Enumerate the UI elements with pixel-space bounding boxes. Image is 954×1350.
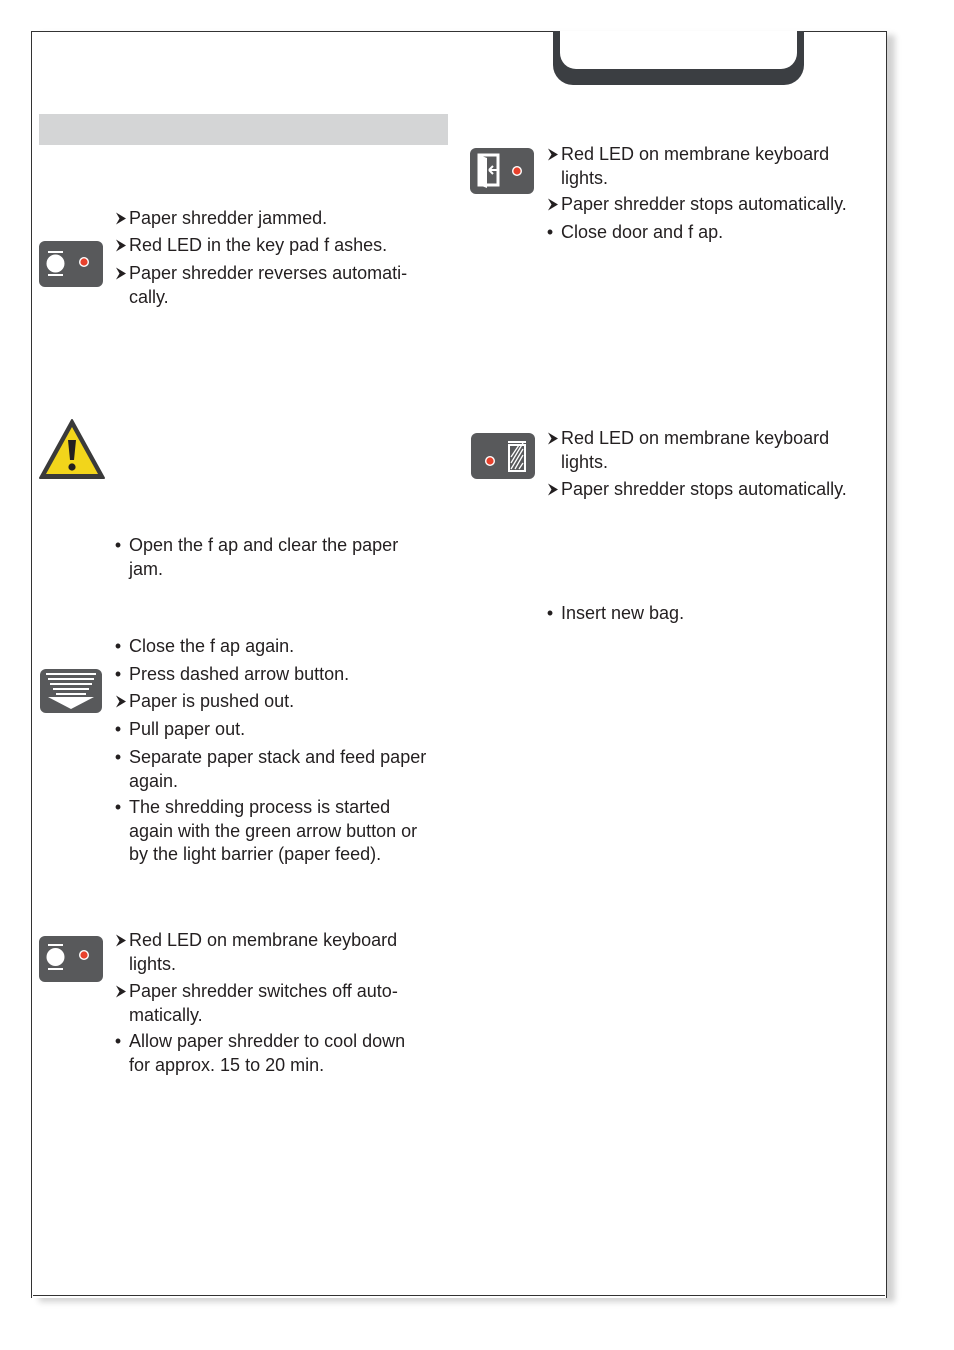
bullet-icon: • [114, 636, 122, 656]
instruction-text: by the light barrier (paper feed). [129, 844, 382, 864]
instruction-text: lights. [561, 451, 609, 472]
arrow-bullet-icon [115, 234, 128, 252]
instruction-text: Pull paper out. [129, 719, 246, 739]
arrow-bullet-icon [547, 478, 560, 496]
arrow-bullet-icon [115, 690, 128, 708]
instruction-text: jam. [129, 558, 164, 579]
instruction-text: again with the green arrow button or [129, 820, 418, 841]
instruction-text: Paper shredder reverses automati- [129, 263, 408, 283]
instruction-text: The shredding process is started [129, 797, 391, 817]
instruction-text: Close door and f ap. [561, 222, 724, 242]
instruction-text: Allow paper shredder to cool down [129, 1031, 406, 1051]
reverse-arrow-button-icon [40, 669, 102, 713]
instruction-text: lights. [129, 953, 177, 974]
instruction-text: Separate paper stack and feed paper [129, 747, 427, 767]
bullet-icon: • [114, 664, 122, 684]
arrow-bullet-icon [547, 143, 560, 161]
arrow-bullet-icon [547, 427, 560, 445]
instruction-text: Paper shredder stops automatically. [561, 479, 847, 499]
instruction-text: Close the f ap again. [129, 636, 295, 656]
arrow-bullet-icon [115, 207, 128, 225]
instruction-text: cally. [129, 286, 169, 307]
jam-keypad-icon [39, 241, 103, 287]
instruction-text: Paper shredder stops automatically. [561, 194, 847, 214]
instruction-text: matically. [129, 1004, 203, 1025]
header-tab-inner [560, 31, 797, 69]
bullet-icon: • [114, 747, 122, 767]
bag-full-keypad-icon [471, 433, 535, 479]
bottom-rule [33, 1295, 885, 1296]
instruction-text: Open the f ap and clear the paper [129, 535, 399, 555]
instruction-text: Red LED on membrane keyboard [561, 428, 830, 448]
instruction-text: Red LED on membrane keyboard [129, 930, 398, 950]
instruction-text: Insert new bag. [561, 603, 685, 623]
arrow-bullet-icon [115, 262, 128, 280]
bullet-icon: • [114, 797, 122, 817]
arrow-bullet-icon [547, 193, 560, 211]
bullet-icon: • [114, 535, 122, 555]
bullet-icon: • [546, 222, 554, 242]
instruction-text: Press dashed arrow button. [129, 664, 350, 684]
section-heading-bar [39, 114, 448, 145]
bullet-icon: • [546, 603, 554, 623]
warning-icon [38, 418, 106, 485]
arrow-bullet-icon [115, 929, 128, 947]
instruction-text: Red LED in the key pad f ashes. [129, 235, 388, 255]
arrow-bullet-icon [115, 980, 128, 998]
bullet-icon: • [114, 719, 122, 739]
instruction-text: Red LED on membrane keyboard [561, 144, 830, 164]
instruction-text: again. [129, 770, 179, 791]
instruction-text: for approx. 15 to 20 min. [129, 1054, 325, 1075]
instruction-text: Paper shredder jammed. [129, 208, 328, 228]
instruction-text: Paper is pushed out. [129, 691, 295, 711]
overheat-keypad-icon [39, 936, 103, 982]
bullet-icon: • [114, 1031, 122, 1051]
instruction-text: lights. [561, 167, 609, 188]
instruction-text: Paper shredder switches off auto- [129, 981, 398, 1001]
door-open-keypad-icon [470, 148, 534, 194]
